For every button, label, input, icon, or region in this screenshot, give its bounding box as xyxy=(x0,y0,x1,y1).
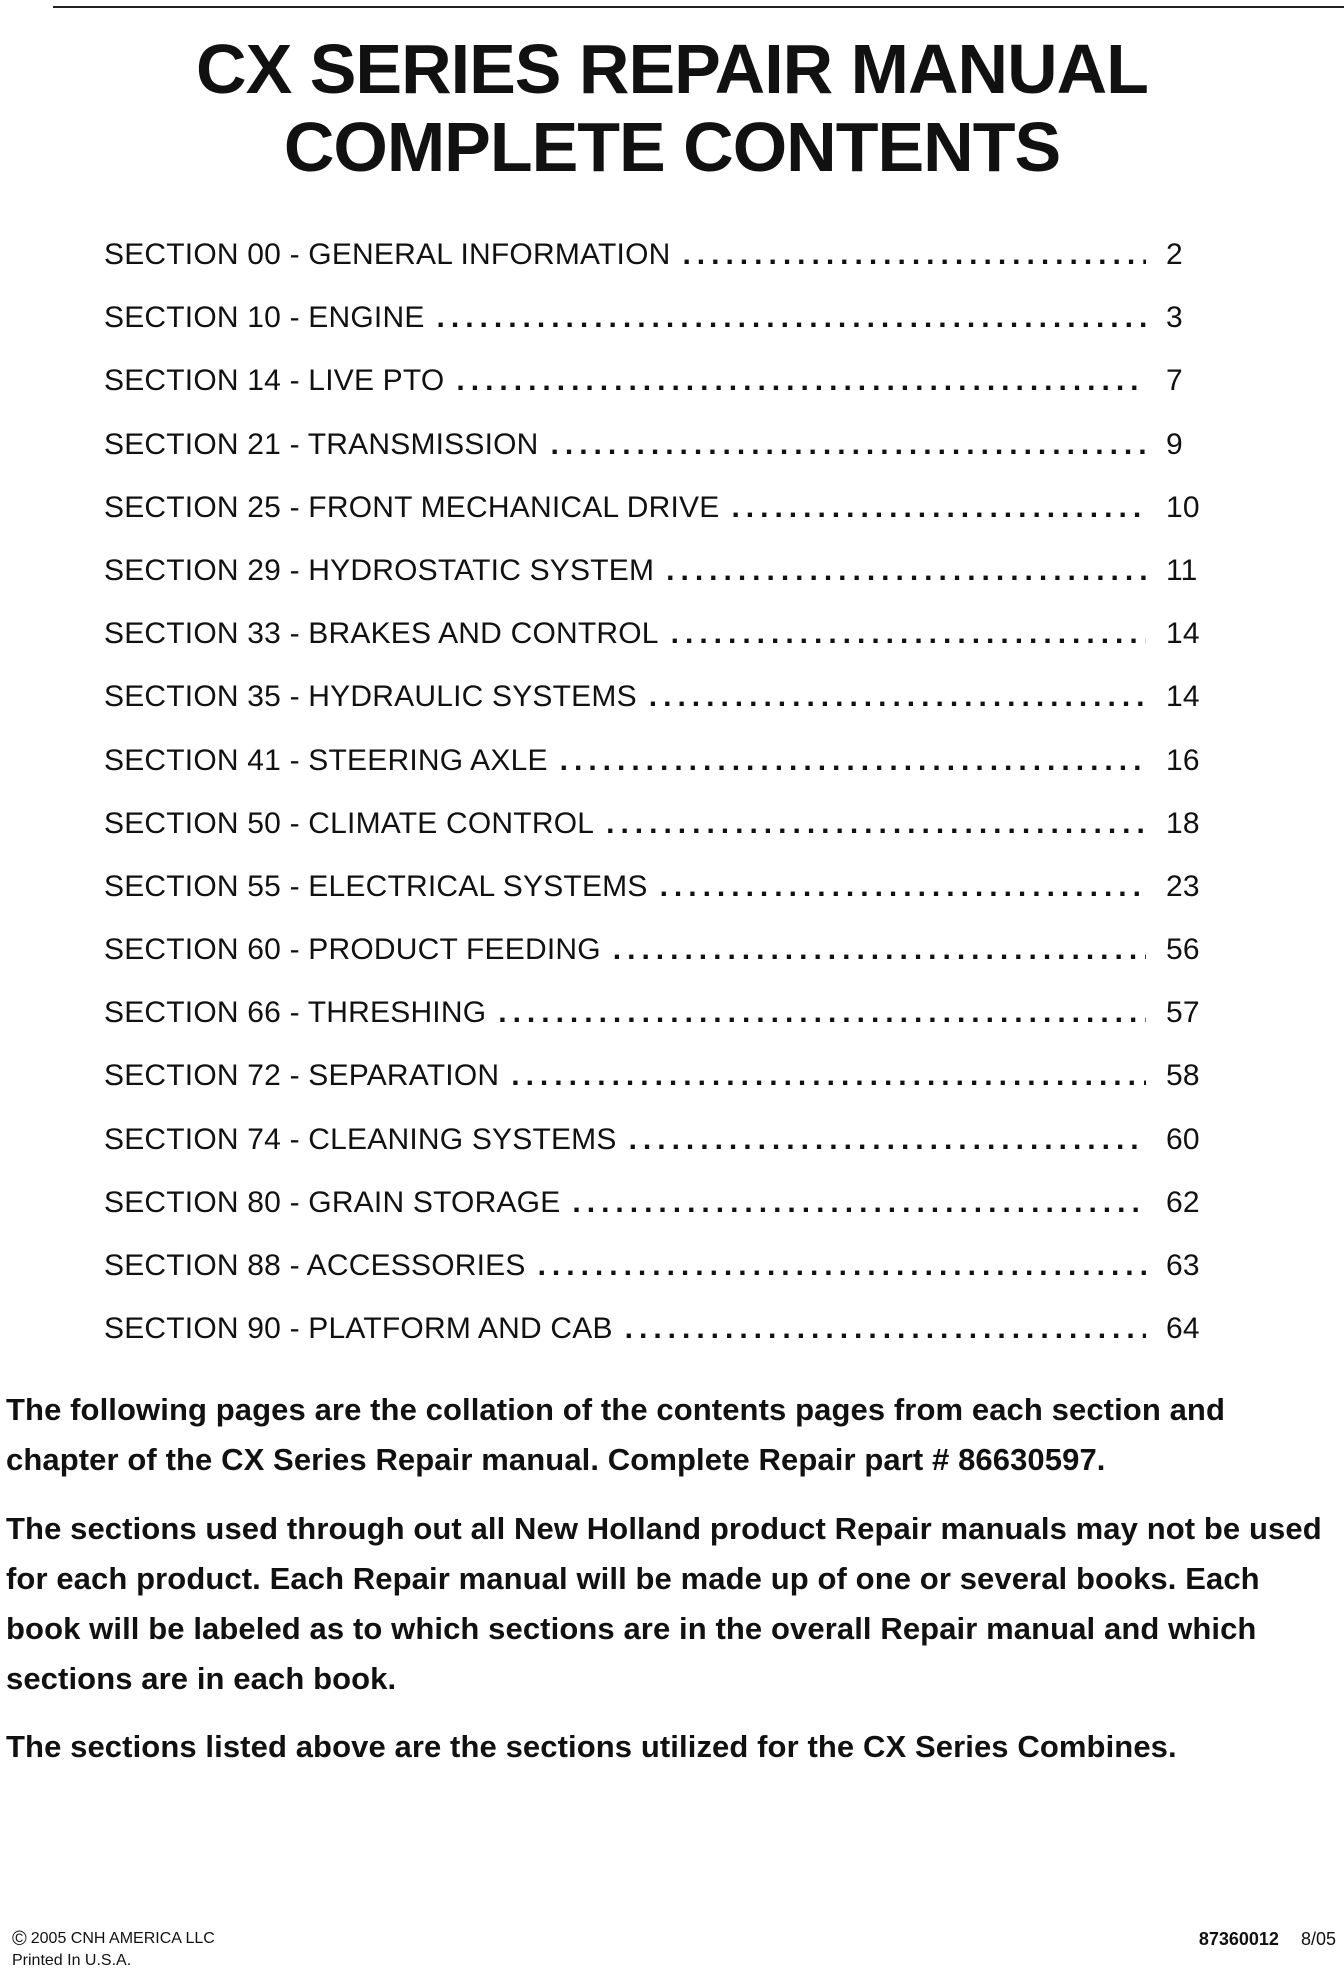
toc-section-label: SECTION 29 - HYDROSTATIC SYSTEM xyxy=(104,553,655,587)
toc-row xyxy=(104,1123,1204,1186)
toc-row xyxy=(104,1186,1204,1249)
toc-section-label: SECTION 10 - ENGINE xyxy=(104,301,425,335)
toc-page-number: 18 xyxy=(1166,806,1200,840)
toc-row xyxy=(104,807,1204,870)
toc-page-number: 10 xyxy=(1166,490,1200,524)
toc-section-label: SECTION 14 - LIVE PTO xyxy=(104,364,445,398)
toc-page-number: 14 xyxy=(1166,680,1200,714)
toc-section-label: SECTION 35 - HYDRAULIC SYSTEMS xyxy=(104,680,637,714)
toc-dot-leader xyxy=(625,1312,1146,1346)
toc-page-number: 58 xyxy=(1166,1059,1200,1093)
toc-page-number: 57 xyxy=(1166,996,1200,1030)
toc-page-number: 64 xyxy=(1166,1312,1200,1346)
collation-paragraph: The following pages are the collation of the contents pages from each section and chapter of the CX Series Repair manual. Complete Repair part # 86630597. xyxy=(6,1392,1226,1477)
toc-dot-leader xyxy=(606,807,1146,841)
toc-page-number: 3 xyxy=(1166,301,1183,335)
toc-page-number: 63 xyxy=(1166,1249,1200,1282)
toc-section-label: SECTION 21 - TRANSMISSION xyxy=(104,427,539,461)
toc-dot-leader xyxy=(538,1249,1146,1283)
publication-date: 8/05 xyxy=(1300,1929,1336,1949)
toc-row xyxy=(104,680,1204,743)
toc-section-label: SECTION 00 - GENERAL INFORMATION xyxy=(104,238,671,271)
document-title xyxy=(0,30,1344,186)
toc-row xyxy=(104,996,1204,1059)
toc-dot-leader xyxy=(613,933,1146,967)
title-line-2: COMPLETE CONTENTS xyxy=(283,108,1061,186)
toc-dot-leader xyxy=(666,554,1146,588)
footer-copyright-block xyxy=(12,1928,215,1972)
part-number: 87360012 xyxy=(1198,1929,1279,1949)
toc-page-number: 62 xyxy=(1166,1185,1200,1219)
sections-utilized-paragraph: The sections listed above are the sections utilized for the CX Series Combines. xyxy=(6,1729,1177,1764)
toc-row xyxy=(104,428,1204,491)
toc-section-label: SECTION 74 - CLEANING SYSTEMS xyxy=(104,1122,617,1156)
toc-page-number: 56 xyxy=(1166,933,1200,967)
toc-page-number: 9 xyxy=(1166,427,1183,461)
toc-section-label: SECTION 25 - FRONT MECHANICAL DRIVE xyxy=(104,490,720,524)
toc-dot-leader xyxy=(572,1186,1146,1220)
toc-row xyxy=(104,1312,1204,1375)
toc-row xyxy=(104,870,1204,933)
toc-dot-leader xyxy=(437,301,1146,335)
title-line-1: CX SERIES REPAIR MANUAL xyxy=(196,30,1148,108)
toc-page-number: 11 xyxy=(1166,553,1198,587)
toc-row xyxy=(104,1059,1204,1122)
toc-page-number: 60 xyxy=(1166,1122,1200,1156)
toc-section-label: SECTION 66 - THRESHING xyxy=(104,996,487,1030)
toc-section-label: SECTION 50 - CLIMATE CONTROL xyxy=(104,806,595,840)
toc-section-label: SECTION 90 - PLATFORM AND CAB xyxy=(104,1312,613,1346)
toc-section-label: SECTION 72 - SEPARATION xyxy=(104,1059,500,1093)
table-of-contents xyxy=(104,238,1204,1375)
footer-part-block xyxy=(1199,1928,1336,1950)
toc-dot-leader xyxy=(649,680,1146,714)
toc-dot-leader xyxy=(660,870,1146,904)
toc-section-label: SECTION 60 - PRODUCT FEEDING xyxy=(104,933,601,967)
sections-usage-paragraph: The sections used through out all New Holland product Repair manuals may not be used for each product. Each Repair manual will be made up of one or several books. Each book will be labeled as to which sections are in the overall Repair manual and which sections are in each book. xyxy=(6,1511,1322,1696)
toc-section-label: SECTION 41 - STEERING AXLE xyxy=(104,743,548,777)
toc-page-number: 14 xyxy=(1166,617,1200,651)
toc-row xyxy=(104,238,1204,301)
copyright-icon: © xyxy=(12,1928,27,1950)
toc-section-label: SECTION 55 - ELECTRICAL SYSTEMS xyxy=(104,869,648,903)
toc-section-label: SECTION 33 - BRAKES AND CONTROL xyxy=(104,617,659,651)
toc-row xyxy=(104,744,1204,807)
toc-dot-leader xyxy=(456,364,1146,398)
toc-dot-leader xyxy=(560,744,1146,778)
toc-row xyxy=(104,301,1204,364)
toc-row xyxy=(104,617,1204,680)
toc-row xyxy=(104,1249,1204,1312)
toc-dot-leader xyxy=(551,428,1146,462)
toc-dot-leader xyxy=(498,996,1146,1030)
toc-section-label: SECTION 80 - GRAIN STORAGE xyxy=(104,1185,561,1219)
toc-dot-leader xyxy=(511,1059,1146,1093)
printed-in-text: Printed In U.S.A. xyxy=(12,1952,132,1969)
copyright-text: 2005 CNH AMERICA LLC xyxy=(30,1930,215,1947)
toc-dot-leader xyxy=(682,238,1146,272)
toc-row xyxy=(104,491,1204,554)
toc-page-number: 23 xyxy=(1166,869,1200,903)
toc-dot-leader xyxy=(671,617,1146,651)
toc-row xyxy=(104,554,1204,617)
top-rule xyxy=(53,6,1344,8)
toc-page-number: 2 xyxy=(1166,238,1183,271)
toc-dot-leader xyxy=(629,1123,1146,1157)
toc-page-number: 16 xyxy=(1166,743,1200,777)
toc-page-number: 7 xyxy=(1166,364,1183,398)
toc-section-label: SECTION 88 - ACCESSORIES xyxy=(104,1249,526,1282)
toc-row xyxy=(104,364,1204,427)
toc-dot-leader xyxy=(731,491,1146,525)
toc-row xyxy=(104,933,1204,996)
